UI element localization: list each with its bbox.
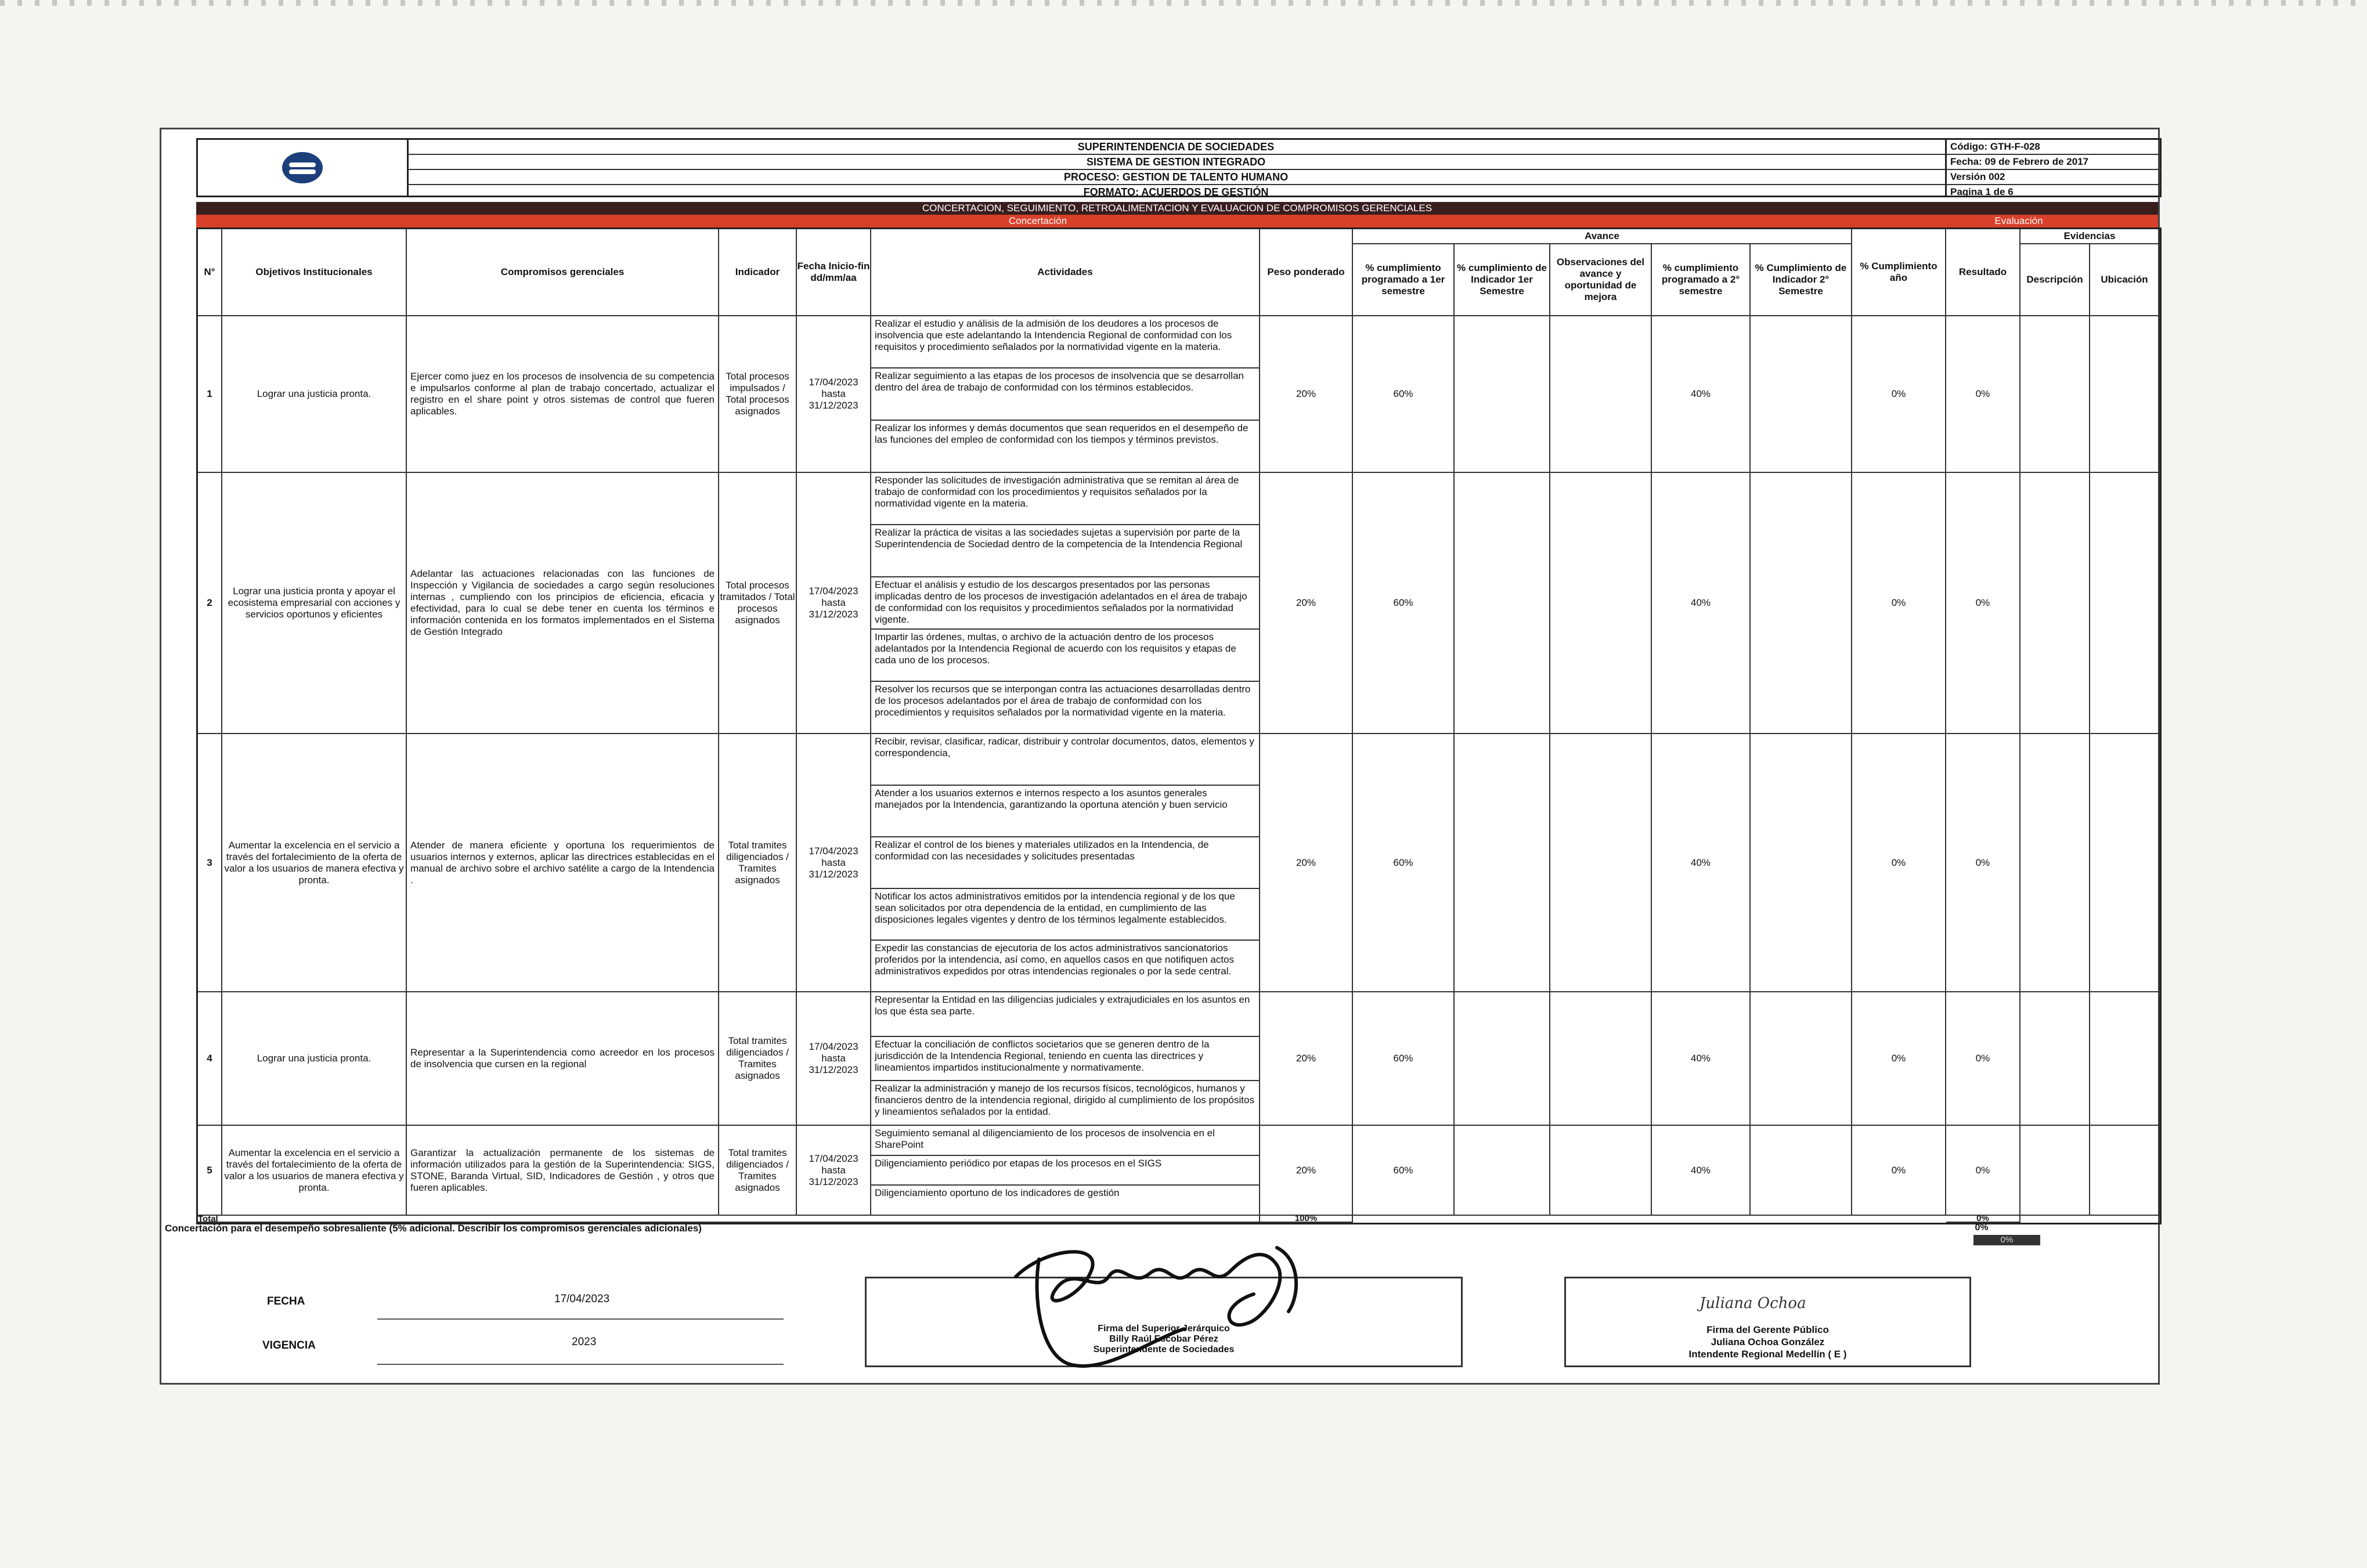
resultado-cell: 0% [1946, 734, 2020, 992]
actividad-cell: Diligenciamiento periódico por etapas de los procesos en el SIGS [871, 1156, 1260, 1186]
col-header-peso: Peso ponderado [1260, 229, 1353, 316]
compromiso-cell: Garantizar la actualización permanente de los sistemas de información utilizados para la gestión de la Superintendencia: SIGS, STONE, Baranda Virtual, SID, Indicadores de Gestión , y otros que fueren aplicables. [407, 1126, 719, 1216]
row-number: 3 [198, 734, 222, 992]
obs-cell [1550, 734, 1652, 992]
compromiso-cell: Atender de manera eficiente y oportuna los requerimientos de usuarios internos y externos, aplicar las directrices establecidas en el manual de archivo sobre el archivo satélite a cargo de la Intendencia . [407, 734, 719, 992]
descripcion-cell [2020, 992, 2090, 1126]
fecha-cell: 17/04/2023 hasta 31/12/2023 [797, 734, 871, 992]
peso-cell: 20% [1260, 316, 1353, 473]
fecha-label: FECHA [267, 1295, 305, 1307]
actividad-cell: Diligenciamiento oportuno de los indicadores de gestión [871, 1186, 1260, 1216]
col-header-avance: Avance [1353, 229, 1852, 244]
fecha-value: 17/04/2023 [554, 1293, 610, 1305]
col-header-descripcion: Descripción [2020, 244, 2090, 316]
cump2-cell: 40% [1652, 316, 1751, 473]
resultado-cell: 0% [1946, 473, 2020, 734]
indicador-cell: Total tramites diligenciados / Tramites asignados [719, 734, 797, 992]
descripcion-cell [2020, 316, 2090, 473]
ubicacion-cell [2090, 473, 2160, 734]
ind2-cell [1751, 992, 1852, 1126]
anio-cell: 0% [1852, 473, 1946, 734]
indicador-cell: Total tramites diligenciados / Tramites asignados [719, 992, 797, 1126]
vigencia-label: VIGENCIA [262, 1339, 316, 1352]
superior-name: Billy Raúl Escobar Pérez [1109, 1334, 1218, 1344]
peso-cell: 20% [1260, 473, 1353, 734]
col-header-ind2: % Cumplimiento de Indicador 2° Semestre [1751, 244, 1852, 316]
actividad-cell: Realizar el estudio y análisis de la admisión de los deudores a los procesos de insolvencia que este adelantando la Intendencia Regional de conformidad con los requisitos y procedimiento señalados por la normatividad vigente en la materia. [871, 316, 1260, 368]
actividad-cell: Representar la Entidad en las diligencias judiciales y extrajudiciales en los asuntos en los que ésta sea parte. [871, 992, 1260, 1037]
obs-cell [1550, 1126, 1652, 1216]
peso-cell: 20% [1260, 1126, 1353, 1216]
compromiso-cell: Representar a la Superintendencia como acreedor en los procesos de insolvencia que cursen en la regional [407, 992, 719, 1126]
compromiso-cell: Ejercer como juez en los procesos de insolvencia de su competencia e impulsarlos conforme al plan de trabajo concertado, actualizar el registro en el share point y otros sistemas de control que fueren aplicables. [407, 316, 719, 473]
col-header-n: N° [198, 229, 222, 316]
meta-pagina: Pagina 1 de 6 [1950, 186, 2014, 197]
gerente-title: Intendente Regional Medellín ( E ) [1688, 1349, 1847, 1360]
obs-cell [1550, 992, 1652, 1126]
objetivo-cell: Lograr una justicia pronta. [222, 992, 407, 1126]
ind1-cell [1455, 734, 1550, 992]
ind1-cell [1455, 1126, 1550, 1216]
total-label: Total [198, 1216, 1260, 1223]
actividad-cell: Recibir, revisar, clasificar, radicar, distribuir y controlar documentos, datos, elementos y correspondencia, [871, 734, 1260, 786]
ind2-cell [1751, 316, 1852, 473]
cump1-cell: 60% [1353, 1126, 1455, 1216]
meta-codigo: Código: GTH-F-028 [1947, 140, 2162, 155]
concertacion-adicional-label: Concertación para el desempeño sobresaliente (5% adicional. Describir los compromisos gerenciales adicionales) [165, 1223, 702, 1234]
objetivo-cell: Lograr una justicia pronta y apoyar el ecosistema empresarial con acciones y servicios oportunos y eficientes [222, 473, 407, 734]
actividad-cell: Efectuar el análisis y estudio de los descargos presentados por las personas implicadas dentro de los procesos de investigación adelantados en el área de trabajo de conformidad con los requisitos y procedimientos señalados por la normatividad vigente. [871, 577, 1260, 630]
meta-version: Versión 002 [1947, 170, 2162, 185]
col-header-ind1: % cumplimiento de Indicador 1er Semestre [1455, 244, 1550, 316]
col-header-evidencias: Evidencias [2020, 229, 2160, 244]
actividad-cell: Notificar los actos administrativos emitidos por la intendencia regional y de los que sean solicitados por otra dependencia de la entidad, en cumplimiento de las disposiciones legales vigentes y dentro de los términos legalmente establecidos. [871, 889, 1260, 941]
resultado-cell: 0% [1946, 1126, 2020, 1216]
actividad-cell: Atender a los usuarios externos e internos respecto a los asuntos generales manejados por la Intendencia, garantizando la oportuna atención y buen servicio [871, 786, 1260, 837]
supersociedades-logo-icon [282, 152, 323, 183]
header-title-4: FORMATO: ACUERDOS DE GESTIÓN [1083, 186, 1269, 198]
cump2-cell: 40% [1652, 473, 1751, 734]
cump2-cell: 40% [1652, 992, 1751, 1126]
indicador-cell: Total procesos tramitados / Total procesos asignados [719, 473, 797, 734]
anio-cell: 0% [1852, 734, 1946, 992]
band-concertacion: Concertación [196, 215, 1879, 227]
row-number: 2 [198, 473, 222, 734]
actividad-cell: Expedir las constancias de ejecutoria de los actos administrativos sancionatorios proferidos por la intendencia, así como, en aquellos casos en que notifiquen actos administrativos expedidos por otras intendencias regionales o por la sede central. [871, 941, 1260, 992]
concertacion-adicional-value: 0% [1975, 1223, 1989, 1233]
row-number: 4 [198, 992, 222, 1126]
header-title-1: SUPERINTENDENCIA DE SOCIEDADES [407, 140, 1945, 155]
row-number: 1 [198, 316, 222, 473]
banner-title: CONCERTACION, SEGUIMIENTO, RETROALIMENTACION Y EVALUACION DE COMPROMISOS GERENCIALES [196, 202, 2158, 215]
header-title-3: PROCESO: GESTION DE TALENTO HUMANO [407, 170, 1945, 185]
compromiso-cell: Adelantar las actuaciones relacionadas con las funciones de Inspección y Vigilancia de sociedades a cargo según resoluciones internas , cumpliendo con los principios de eficiencia, eficacia y efectividad, para lo cual se debe tener en cuenta los términos e información contenida en los formatos implementados en el Sistema de Gestión Integrado [407, 473, 719, 734]
ind2-cell [1751, 1126, 1852, 1216]
fecha-cell: 17/04/2023 hasta 31/12/2023 [797, 992, 871, 1126]
cump2-cell: 40% [1652, 1126, 1751, 1216]
resultado-cell: 0% [1946, 992, 2020, 1126]
col-header-cump2: % cumplimiento programado a 2° semestre [1652, 244, 1751, 316]
cump1-cell: 60% [1353, 734, 1455, 992]
vigencia-line [377, 1364, 784, 1365]
superior-title: Superintendente de Sociedades [1093, 1345, 1235, 1354]
band-evaluacion: Evaluación [1879, 215, 2158, 227]
ubicacion-cell [2090, 1126, 2160, 1216]
cump1-cell: 60% [1353, 316, 1455, 473]
actividad-cell: Responder las solicitudes de investigación administrativa que se remitan al área de trabajo de conformidad con los procedimientos y requisitos señalados por la normatividad vigente en la materia. [871, 473, 1260, 525]
ind1-cell [1455, 992, 1550, 1126]
gerente-line-1: Firma del Gerente Público [1706, 1324, 1829, 1335]
anio-cell: 0% [1852, 992, 1946, 1126]
descripcion-cell [2020, 734, 2090, 992]
cump1-cell: 60% [1353, 992, 1455, 1126]
col-header-obs: Observaciones del avance y oportunidad de mejora [1550, 244, 1652, 316]
col-header-anio: % Cumplimiento año [1852, 229, 1946, 316]
anio-cell: 0% [1852, 316, 1946, 473]
actividad-cell: Realizar los informes y demás documentos que sean requeridos en el desempeño de las funciones del empleo de conformidad con los tiempos y términos previstos. [871, 421, 1260, 473]
descripcion-cell [2020, 1126, 2090, 1216]
obs-cell [1550, 473, 1652, 734]
ind2-cell [1751, 473, 1852, 734]
col-header-ubicacion: Ubicación [2090, 244, 2160, 316]
objetivo-cell: Aumentar la excelencia en el servicio a través del fortalecimiento de la oferta de valor a los usuarios de manera efectiva y pronta. [222, 1126, 407, 1216]
ubicacion-cell [2090, 734, 2160, 992]
fecha-line [377, 1318, 784, 1320]
objetivo-cell: Lograr una justicia pronta. [222, 316, 407, 473]
gerente-signature-box [1564, 1277, 1971, 1367]
ind1-cell [1455, 473, 1550, 734]
header-title-2: SISTEMA DE GESTION INTEGRADO [407, 155, 1945, 170]
vigencia-value: 2023 [572, 1336, 597, 1348]
actividad-cell: Realizar seguimiento a las etapas de los procesos de insolvencia que se desarrollan dentro del área de trabajo de conformidad con los términos establecidos. [871, 368, 1260, 421]
document-header [196, 138, 2162, 197]
actividad-cell: Seguimiento semanal al diligenciamiento de los procesos de insolvencia en el SharePoint [871, 1126, 1260, 1156]
fecha-cell: 17/04/2023 hasta 31/12/2023 [797, 473, 871, 734]
actividad-cell: Efectuar la conciliación de conflictos societarios que se generen dentro de la jurisdicción de la Intendencia Regional, teniendo en cuenta las directrices y lineamientos impartidos institucionalmente y normativamente. [871, 1037, 1260, 1081]
logo [198, 140, 409, 196]
objetivo-cell: Aumentar la excelencia en el servicio a través del fortalecimiento de la oferta de valor a los usuarios de manera efectiva y pronta. [222, 734, 407, 992]
meta-fecha: Fecha: 09 de Febrero de 2017 [1947, 155, 2162, 170]
actividad-cell: Resolver los recursos que se interpongan contra las actuaciones desarrolladas dentro de los procesos adelantados por el área de trabajo de conformidad con los procedimientos y requisitos señalados por la normatividad vigente en la materia. [871, 682, 1260, 734]
fecha-cell: 17/04/2023 hasta 31/12/2023 [797, 1126, 871, 1216]
cump1-cell: 60% [1353, 473, 1455, 734]
col-header-compromisos: Compromisos gerenciales [407, 229, 719, 316]
acuerdos-table [196, 227, 2162, 1224]
superior-line-1: Firma del Superior Jerárquico [1098, 1324, 1230, 1334]
gerente-name: Juliana Ochoa González [1711, 1336, 1825, 1347]
col-header-actividades: Actividades [871, 229, 1260, 316]
actividad-cell: Realizar el control de los bienes y materiales utilizados en la Intendencia, de conformidad con las necesidades y solicitudes presentadas [871, 837, 1260, 889]
header-titles [407, 140, 1945, 196]
gerente-autograph: Juliana Ochoa [1700, 1295, 1806, 1312]
handwritten-signature-superior [975, 1224, 1335, 1375]
cump2-cell: 40% [1652, 734, 1751, 992]
final-value: 0% [1973, 1235, 2040, 1245]
ubicacion-cell [2090, 992, 2160, 1126]
peso-cell: 20% [1260, 992, 1353, 1126]
total-peso: 100% [1260, 1216, 1353, 1223]
anio-cell: 0% [1852, 1126, 1946, 1216]
header-meta [1945, 140, 2162, 196]
col-header-indicador: Indicador [719, 229, 797, 316]
row-number: 5 [198, 1126, 222, 1216]
actividad-cell: Impartir las órdenes, multas, o archivo de la actuación dentro de los procesos adelantados por la Intendencia Regional de acuerdo con los requisitos y etapas de cada uno de los procesos. [871, 630, 1260, 682]
indicador-cell: Total procesos impulsados / Total procesos asignados [719, 316, 797, 473]
col-header-resultado: Resultado [1946, 229, 2020, 316]
actividad-cell: Realizar la práctica de visitas a las sociedades sujetas a supervisión por parte de la Superintendencia de Sociedad dentro de la competencia de la Intendencia Regional [871, 525, 1260, 577]
scan-edge-marks [0, 0, 2367, 6]
ind2-cell [1751, 734, 1852, 992]
ind1-cell [1455, 316, 1550, 473]
descripcion-cell [2020, 473, 2090, 734]
col-header-objetivos: Objetivos Institucionales [222, 229, 407, 316]
col-header-fecha: Fecha Inicio-fin dd/mm/aa [797, 229, 871, 316]
indicador-cell: Total tramites diligenciados / Tramites asignados [719, 1126, 797, 1216]
obs-cell [1550, 316, 1652, 473]
peso-cell: 20% [1260, 734, 1353, 992]
total-resultado: 0% [1946, 1216, 2020, 1223]
col-header-cump1: % cumplimiento programado a 1er semestre [1353, 244, 1455, 316]
fecha-cell: 17/04/2023 hasta 31/12/2023 [797, 316, 871, 473]
resultado-cell: 0% [1946, 316, 2020, 473]
ubicacion-cell [2090, 316, 2160, 473]
actividad-cell: Realizar la administración y manejo de los recursos físicos, tecnológicos, humanos y financieros dentro de la intendencia regional, dirigido al cumplimiento de los propósitos y lineamientos señalados por la entidad. [871, 1081, 1260, 1126]
